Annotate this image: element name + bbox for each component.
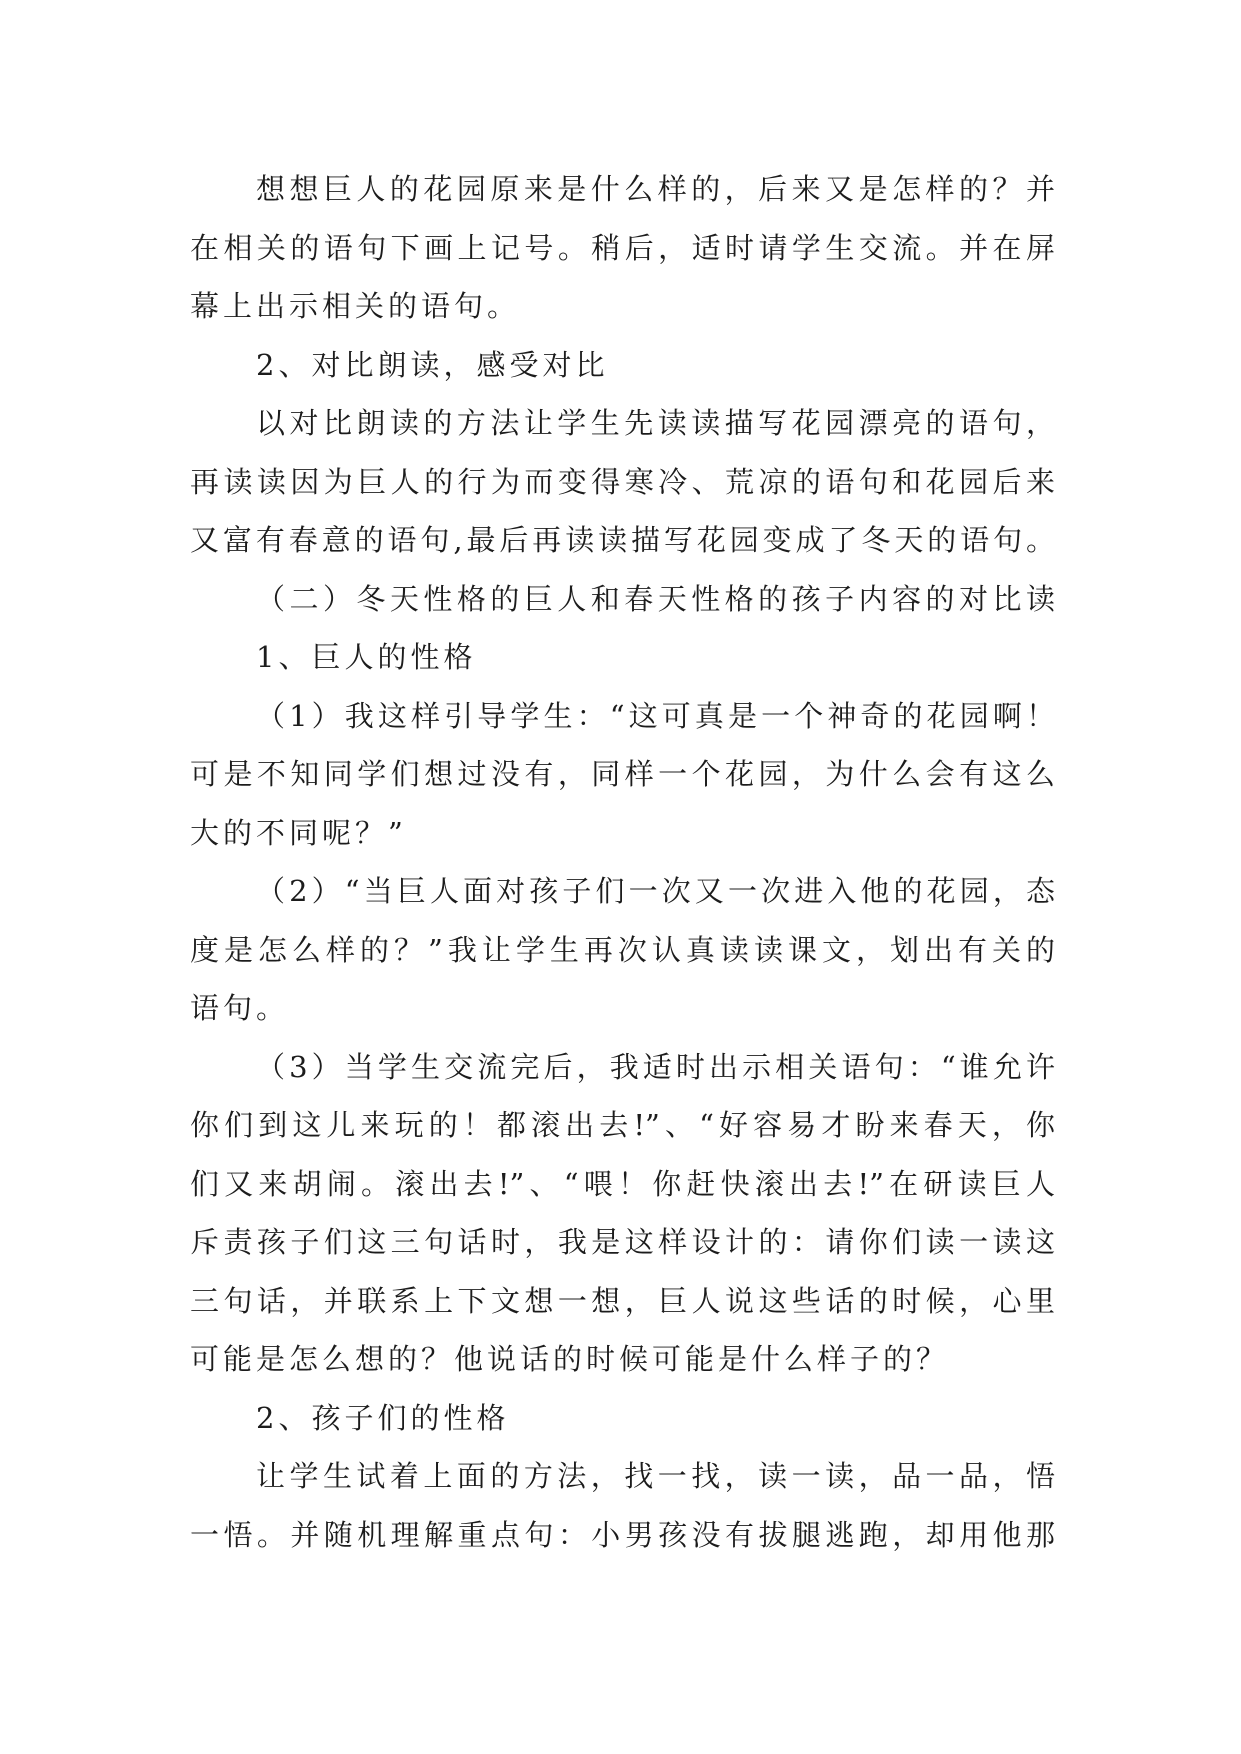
paragraph-line: 语句。 bbox=[190, 991, 290, 1025]
section-heading bbox=[190, 336, 1055, 395]
section-heading bbox=[190, 628, 1055, 687]
paragraph bbox=[190, 687, 1055, 863]
paragraph bbox=[190, 1038, 1055, 1389]
paragraph-line: 2、孩子们的性格 bbox=[256, 1400, 510, 1435]
paragraph bbox=[190, 1447, 1055, 1564]
paragraph-line: 斥责孩子们这三句话时，我是这样设计的：请你们读一读这 bbox=[190, 1225, 1055, 1259]
paragraph-line: 又富有春意的语句,最后再读读描写花园变成了冬天的语句。 bbox=[190, 523, 1055, 557]
paragraph-line: （2）“当巨人面对孩子们一次又一次进入他的花园，态 bbox=[256, 874, 1055, 908]
document-body bbox=[190, 160, 1055, 1564]
paragraph bbox=[190, 862, 1055, 1038]
paragraph-line: 们又来胡闹。滚出去!”、“喂！你赶快滚出去!”在研读巨人 bbox=[190, 1166, 1055, 1201]
paragraph-line: 可能是怎么想的？他说话的时候可能是什么样子的？ bbox=[190, 1342, 950, 1376]
paragraph-line: 幕上出示相关的语句。 bbox=[190, 289, 521, 323]
paragraph-line: 度是怎么样的？”我让学生再次认真读读课文，划出有关的 bbox=[190, 932, 1055, 967]
paragraph-line: 1、巨人的性格 bbox=[256, 640, 477, 674]
paragraph-line: 三句话，并联系上下文想一想，巨人说这些话的时候，心里 bbox=[190, 1283, 1055, 1318]
paragraph-line: 你们到这儿来玩的！都滚出去!”、“好容易才盼来春天，你 bbox=[190, 1108, 1055, 1142]
paragraph bbox=[190, 394, 1055, 570]
paragraph-line: （3）当学生交流完后，我适时出示相关语句：“谁允许 bbox=[256, 1049, 1055, 1084]
paragraph bbox=[190, 160, 1055, 336]
paragraph-line: 以对比朗读的方法让学生先读读描写花园漂亮的语句， bbox=[256, 406, 1055, 440]
paragraph-line: （二）冬天性格的巨人和春天性格的孩子内容的对比读 bbox=[256, 581, 1055, 616]
paragraph-line: 在相关的语句下画上记号。稍后，适时请学生交流。并在屏 bbox=[190, 230, 1055, 265]
paragraph-line: 可是不知同学们想过没有，同样一个花园，为什么会有这么 bbox=[190, 757, 1055, 791]
paragraph-line: 一悟。并随机理解重点句：小男孩没有拔腿逃跑，却用他那 bbox=[190, 1517, 1055, 1552]
paragraph-line: 想想巨人的花园原来是什么样的，后来又是怎样的？并 bbox=[256, 172, 1055, 206]
paragraph-line: 让学生试着上面的方法，找一找，读一读，品一品，悟 bbox=[256, 1459, 1055, 1493]
section-heading bbox=[190, 1389, 1055, 1448]
paragraph-line: 再读读因为巨人的行为而变得寒冷、荒凉的语句和花园后来 bbox=[190, 464, 1055, 499]
paragraph-line: 2、对比朗读，感受对比 bbox=[256, 347, 609, 382]
section-heading bbox=[190, 570, 1055, 629]
paragraph-line: （1）我这样引导学生：“这可真是一个神奇的花园啊！ bbox=[256, 698, 1055, 733]
paragraph-line: 大的不同呢？” bbox=[190, 815, 407, 850]
